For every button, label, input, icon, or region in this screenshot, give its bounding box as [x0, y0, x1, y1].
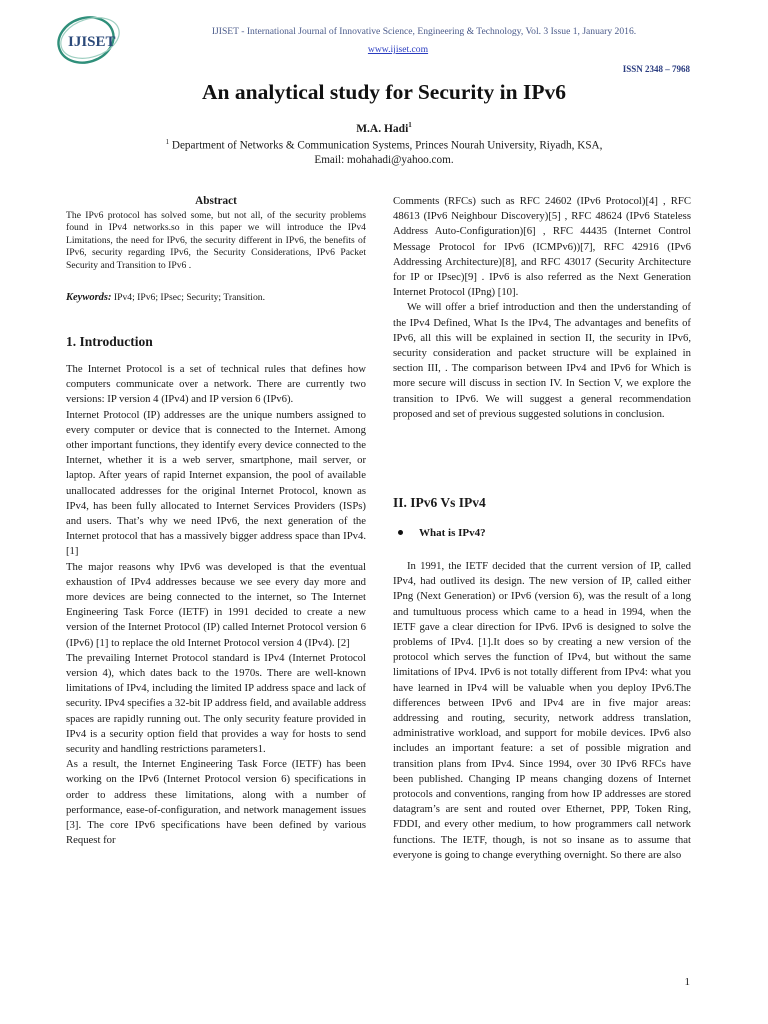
- journal-logo: [54, 14, 128, 66]
- what-is-ipv4-bullet: What is IPv4?: [398, 527, 486, 539]
- intro-paragraph: The major reasons why IPv6 was developed is that the eventual exhaustion of IPv4 addresses because we see every day more and more devices are being connected to the internet, so The Internet Engineering Task Force (IETF) in 1991 decided to create a new version of the Internet Protocol (IP) called Internet Protocol version 6 (IPv6) [1] to replace the old Internet Protocol version 4 (IPv4). [2]: [66, 560, 366, 649]
- issn-number: ISSN 2348 – 7968: [622, 64, 690, 74]
- intro-paragraph: The prevailing Internet Protocol standard is IPv4 (Internet Protocol version 4), which dates back to the 1970s. There are well-known limitations of IPv4, including the limited IP address space and lack of security. IPv4 specifies a 32-bit IP address field, and available address spaces are rapidly running out. The only security feature provided in IPv4 is a security option field that provides a way for hosts to send security and handling restrictions parameters1.: [66, 651, 366, 756]
- author-name: M.A. Hadi$^1$: [356, 121, 412, 135]
- introduction-body: [66, 362, 366, 849]
- paper-title: An analytical study for Security in IPv6: [202, 80, 566, 104]
- introduction-heading: 1. Introduction: [66, 334, 153, 349]
- intro-paragraph: As a result, the Internet Engineering Task Force (IETF) has been working on the IPv6 (Internet Protocol version 6) specifications in order to address these limitations, along with a number of performance, ease-of-configuration, and network management issues [3]. The core IPv6 specifications have been defined by various Request for: [66, 758, 366, 847]
- rfc-paragraph: Comments (RFCs) such as RFC 24602 (IPv6 Protocol)[4] , RFC 48613 (IPv6 Neighbour Discovery)[5] , RFC 48624 (IPv6 Stateless Address Auto-Configuration)[6] , RFC 44435 (Internet Control Message Protocol for IPv6 (ICMPv6))[7], RFC 42916 (IPv6 Addressing Architecture)[8], and RFC 43017 (Security Architecture for IP or IPsec)[9] . IPv6 is also referred as the Next Generation Internet Protocol (IPng) [10].: [393, 195, 691, 299]
- overview-paragraph: We will offer a brief introduction and then the understanding of the IPv4 Defined, What Is the IPv4, The advantages and benefits of IPv6, all this will be explained in section II, the security in IPv6, security consideration and packet structure will be explained in section III, . The comparison between IPv4 and IPv6 for Which is more secure will discuss in section IV. In Section V, we explore the transition to IPv6. We will suggest a general recommendation proposed and set of previous suggested solutions in conclusion.: [393, 301, 691, 420]
- journal-website-link[interactable]: www.ijiset.com: [367, 44, 429, 55]
- keywords: Keywords: IPv4; IPv6; IPsec; Security; Transition.: [66, 292, 265, 303]
- page-number: 1: [684, 976, 690, 988]
- bullet-dot-icon: [398, 530, 403, 535]
- section-ii-heading: II. IPv6 Vs IPv4: [393, 495, 486, 510]
- journal-citation: IJISET - International Journal of Innovative Science, Engineering & Technology, Vol. 3 Issue 1, January 2016.: [211, 26, 637, 37]
- author-email: Email: mohahadi@yahoo.com.: [314, 154, 454, 166]
- right-column-body: [393, 194, 691, 422]
- author-affiliation: $^1$ Department of Networks & Communication Systems, Princes Nourah University, Riyadh, KSA,: [165, 138, 603, 152]
- intro-paragraph: The Internet Protocol is a set of technical rules that defines how computers communicate over a network. There are currently two versions: IP version 4 (IPv4) and IP version 6 (IPv6).: [66, 363, 366, 406]
- section-ii-body: [393, 559, 691, 863]
- ipv4-paragraph: In 1991, the IETF decided that the current version of IP, called IPv4, had outlived its design. The new version of IP, called either IPng (Next Generation) or IPv6 (version 6), was the result of a long and tumultuous process which came to a head in 1994, when the IETF gave a clear direction for IPv6. IPv6 is designed to solve the problems of IPv4. [1].It does so by creating a new version of the protocol which serves the function of IPv4, but without the same limitations of IPv4. IPv6 is not totally different from IPv4: what you have learned in IPv4 will be valuable when you deploy IPv6.The differences between IPv6 and IPv4 are in five major areas: addressing and routing, security, network address translation, administrative workload, and support for mobile devices. IPv6 also includes an important feature: a set of possible migration and transition plans from IPv4. Since 1994, over 30 IPv6 RFCs have been published. Changing IP means changing dozens of Internet protocols and conventions, ranging from how IP addresses are stored datagram’s are sent and routed over Ethernet, PPP, Token Ring, FDDI, and every other medium, to how programmers call network functions. The IETF, though, is not so insane as to assume that everyone is going to change everything overnight. So there are also: [393, 560, 691, 861]
- abstract-text: The IPv6 protocol has solved some, but not all, of the security problems found in IPv4 networks.so in this paper we will introduce the IPv4 Limitations, the need for IPv6, the security different in IPv6, the benefits of IPv6, security regarding IPv6, the Security Considerations, IPv6 Packet Security and Transition to IPv6 .: [66, 210, 366, 271]
- intro-paragraph: Internet Protocol (IP) addresses are the unique numbers assigned to every computer or device that is connected to the Internet. Among other important functions, they identify every device connected to the Internet, whether it is a web server, smartphone, mail server, or laptop. After years of rapid Internet expansion, the pool of available unallocated addresses for the original Internet Protocol, known as IPv4, has been fully allocated to Internet Services Providers (ISPs) and users. That’s why we need IPv6, the next generation of the Internet protocol that has a massively bigger address space than IPv4. [1]: [66, 408, 366, 558]
- logo-text: IJISET: [68, 34, 116, 50]
- abstract-heading: Abstract: [195, 195, 237, 207]
